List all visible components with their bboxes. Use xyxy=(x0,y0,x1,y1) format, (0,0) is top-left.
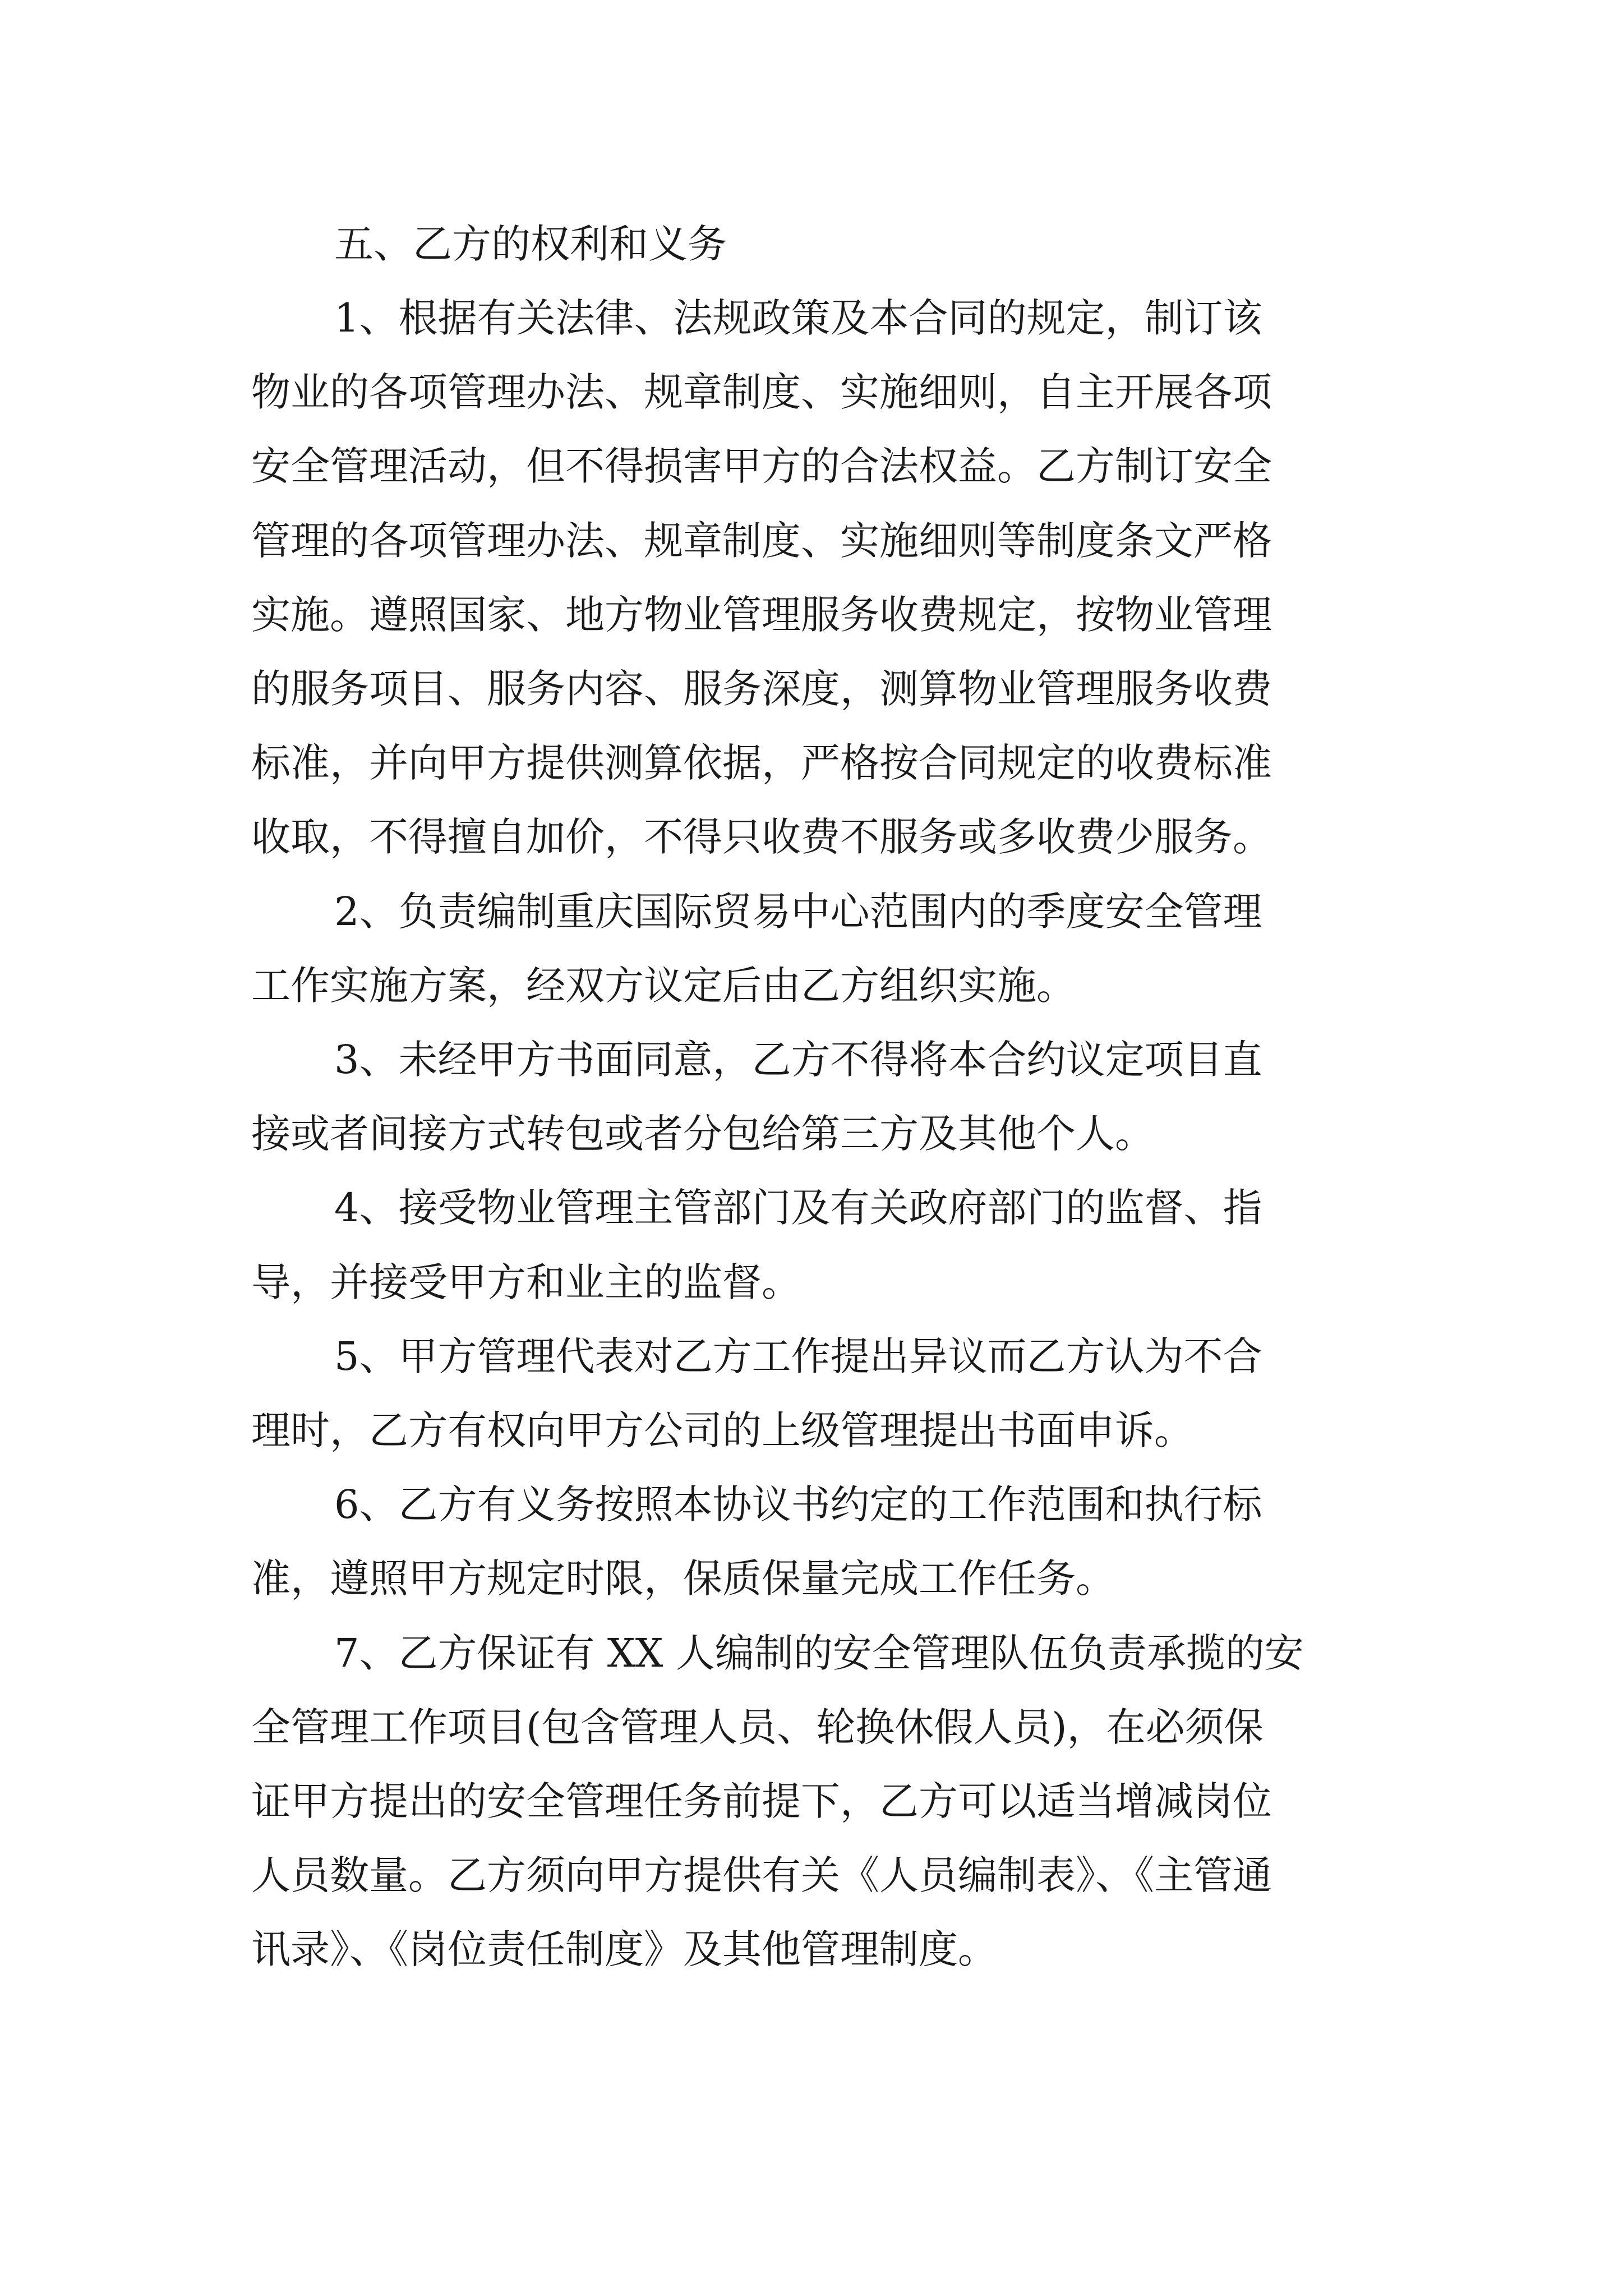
text-line: 7、乙方保证有 XX 人编制的安全管理队伍负责承揽的安 xyxy=(334,1630,1304,1676)
section-heading: 五、乙方的权利和义务 xyxy=(334,221,727,267)
text-line: 物业的各项管理办法、规章制度、实施细则，自主开展各项 xyxy=(251,369,1272,415)
text-line: 6、乙方有义务按照本协议书约定的工作范围和执行标 xyxy=(334,1481,1262,1527)
text-line: 全管理工作项目(包含管理人员、轮换休假人员)，在必须保 xyxy=(251,1704,1264,1750)
text-line: 准，遵照甲方规定时限，保质保量完成工作任务。 xyxy=(251,1556,1115,1602)
text-line: 的服务项目、服务内容、服务深度，测算物业管理服务收费 xyxy=(251,666,1272,712)
text-line: 标准，并向甲方提供测算依据，严格按合同规定的收费标准 xyxy=(251,740,1272,786)
text-line: 实施。遵照国家、地方物业管理服务收费规定，按物业管理 xyxy=(251,592,1272,638)
text-line: 工作实施方案，经双方议定后由乙方组织实施。 xyxy=(251,963,1076,1009)
text-line: 1、根据有关法律、法规政策及本合同的规定，制订该 xyxy=(334,295,1262,341)
text-line: 人员数量。乙方须向甲方提供有关《人员编制表》、《主管通 xyxy=(251,1852,1272,1898)
text-line: 证甲方提出的安全管理任务前提下，乙方可以适当增减岗位 xyxy=(251,1778,1272,1824)
text-line: 5、甲方管理代表对乙方工作提出异议而乙方认为不合 xyxy=(334,1333,1262,1379)
text-line: 导，并接受甲方和业主的监督。 xyxy=(251,1259,801,1305)
text-line: 理时，乙方有权向甲方公司的上级管理提出书面申诉。 xyxy=(251,1407,1193,1453)
text-line: 讯录》、《岗位责任制度》及其他管理制度。 xyxy=(251,1926,997,1972)
text-line: 接或者间接方式转包或者分包给第三方及其他个人。 xyxy=(251,1111,1154,1157)
text-line: 4、接受物业管理主管部门及有关政府部门的监督、指 xyxy=(334,1185,1262,1231)
text-line: 2、负责编制重庆国际贸易中心范围内的季度安全管理 xyxy=(334,889,1262,935)
text-line: 管理的各项管理办法、规章制度、实施细则等制度条文严格 xyxy=(251,518,1272,564)
text-line: 收取，不得擅自加价，不得只收费不服务或多收费少服务。 xyxy=(251,814,1272,860)
text-line: 3、未经甲方书面同意，乙方不得将本合约议定项目直 xyxy=(334,1037,1262,1083)
text-line: 安全管理活动，但不得损害甲方的合法权益。乙方制订安全 xyxy=(251,443,1272,489)
